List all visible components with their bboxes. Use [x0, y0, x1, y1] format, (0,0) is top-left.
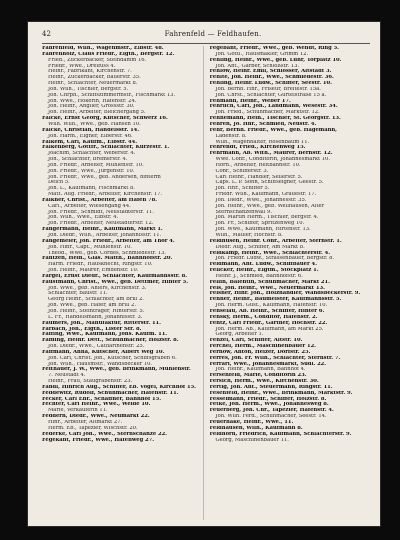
- directory-entry: Fantzen, Hein., Glas. Matth., Bahnhofstr. 20.: [42, 256, 173, 262]
- directory-entry: Fehrendt, Fried., Kirchenweg 15.: [209, 145, 306, 151]
- directory-entry: Diedr. Aug., Schiffer, Am Markt 8.: [215, 244, 305, 250]
- directory-entry: Faffing, Wwe., Kaufmann, Johs. Kaufm. 11.: [42, 332, 168, 338]
- directory-entry: Falcke, Ernst Georg, Kutscher, Schwerz 16.: [42, 116, 168, 122]
- directory-entry: Joh. Chrst., Schlachter, Gürtelstraße 15 a.: [215, 92, 327, 98]
- directory-entry: Heinr., Fabrikant, Kirchenstr. 7.: [48, 69, 132, 75]
- running-title: Fahrenfeld — Feldhaufen.: [164, 30, 262, 38]
- directory-entry: Joh. Friedr., Wwe., geb. Andersen, hinterm: [48, 174, 161, 180]
- directory-entry: Fehr, Bernh. Friedr., Wwe., geb. Hagemann,: [209, 127, 337, 133]
- directory-entry: Feldkamp, Heinr., Wwe., Schlachterstr. 4.: [209, 250, 331, 256]
- directory-entry: Fehling, Heinr., Wwe., geb. Lühr, Torplatz 10.: [209, 57, 342, 63]
- directory-entry: Conr., Schifferstr. 3.: [215, 168, 269, 174]
- directory-entry: Fargel, Ernst Diedr., Schlachter, Kaufmannsstr. 8.: [42, 273, 188, 279]
- directory-page: [28, 22, 380, 526]
- directory-entry: Fetke, Joh. Herm., Wwe., Johannesweg 8.: [209, 402, 329, 408]
- directory-entry: Feldhausen, Wilh., Kaufmann 8.: [209, 425, 303, 431]
- directory-entry: Sternschanzenwall 9.: [215, 209, 272, 215]
- directory-entry: Federke, Carl Joh., Wwe., Sternschanze 22.: [42, 431, 167, 437]
- directory-entry: Joh. Harm., Eigner, Elberstr. 46.: [48, 133, 133, 139]
- directory-entry: Fehmann, Heinr., Weber 17.: [209, 98, 291, 104]
- directory-entry: Joh. Wwe., geb. Ahlers, Kirchenstr. 3.: [48, 285, 147, 291]
- directory-entry: Fehrlich, Carl, Joh., Landmann, Wesestr. 34.: [209, 104, 338, 110]
- directory-entry: Marie, Verkäuferin 11.: [48, 408, 108, 414]
- directory-entry: Fechter, Carl Heinr., Wwe., Weide 10.: [42, 402, 151, 408]
- directory-entry: Joh. Bernh. Hnr., Friseur, Breitestr. 15a.: [215, 86, 321, 92]
- directory-entry: Faustmann, Christ., Wwe., geb. Dettmer, Hinter 5.: [42, 279, 189, 285]
- directory-entry: Joh. Wilh., Wwe., Elbstr. 4.: [48, 215, 119, 221]
- directory-entry: Joh. Wilh. Ferd., Schuhmacher, Seestr. 14.: [215, 414, 327, 420]
- directory-entry: Heinr., Frau, Staugrabenstr. 23.: [48, 379, 133, 385]
- directory-entry: Fellcker, Heinr., Eigtm., Stockplatz 1.: [209, 268, 319, 274]
- directory-entry: Joh. Ant., Garber, Schloßstr. 13.: [215, 63, 300, 69]
- directory-entry: Theod., Wwe., geb. Cordes, Schmiedestr. 13.: [48, 250, 167, 256]
- directory-entry: L. Fr., Handelsmann, Johannisstr. 3.: [48, 314, 143, 320]
- directory-entry: Falkner, Christ., Arbeiter, am Hafen 78.: [42, 197, 158, 203]
- directory-entry: Fegebant, Friedr., Wwe., geb. Wendt, Ring 5.: [209, 46, 339, 51]
- directory-entry: Farbach, Joh., Eigth., Lister Str. 8.: [42, 326, 142, 332]
- directory-entry: Fehnemann, Hein., Tischler, St. Georgstr. 13.: [209, 116, 341, 122]
- directory-entry: Georg Heinr., Schlachter, am Brill 2.: [48, 297, 144, 303]
- directory-entry: Joh. Heinr., Arbeiter, Bleichergang 5.: [48, 110, 146, 116]
- directory-entry: Horn., Arbeiter, Reitbahnstr. 10.: [215, 162, 301, 168]
- directory-entry: Fecker, Carl Ehr., Schaffner, Bahnhof 15.: [42, 396, 162, 402]
- directory-entry: Joh. Fr., Schiffer, Spritzenweg 10.: [215, 221, 305, 227]
- directory-entry: Fenzel, Carl, Schiffer, Altstr. 10.: [209, 338, 303, 344]
- directory-entry: Feddewitz, Rudolf, Schuhmacher, Hafenstr. 11.: [42, 390, 179, 396]
- directory-entry: Wilh., Mauler, Hochstr. 8.: [215, 233, 283, 238]
- directory-entry: Joh. Hinr., Capt., Mühlenstr. 10.: [48, 244, 132, 250]
- directory-entry: Joachim, Schlachter, Weberstr. 4.: [48, 151, 136, 157]
- directory-entry: Joh. Friedr., Arbeiter, Mühlenstr. 10.: [48, 162, 144, 168]
- directory-entry: Fandl, Hinrich Aug., Schiffer, Eb. Vogel, Kirchhof 15.: [42, 384, 196, 390]
- directory-entry: Fernow, Anton, Heizer, Dorfstr. 25.: [209, 349, 311, 355]
- directory-entry: Heinr., Zuckerbäcker, Bauerstr. 35.: [48, 75, 141, 81]
- directory-entry: Carl., Arbeiter, Wiesengang 44.: [48, 203, 131, 209]
- directory-entry: Schlachter, Baustr. 11.: [48, 291, 108, 297]
- directory-entry: Ferres, Joh. Fr. Wilh., Schlachter, Sternstr. 7.: [209, 355, 341, 361]
- directory-entry: Faumers, Joh., Manufaktur, Ritterstr. 11.: [42, 320, 161, 326]
- directory-entry: Feuerberg, Joh. Chr., Tapezier, Hafenstr. 4.: [209, 408, 334, 414]
- directory-entry: Wwe. Conr., Conditorin, Johannesmarkt 10.: [215, 157, 330, 163]
- page-header: [42, 30, 370, 42]
- directory-entry: Joh. Wwe., Hökerin, Hafenstr. 24.: [48, 98, 137, 104]
- directory-entry: Fehren, Jo. Hnr., Schmied, Neustr. 4.: [209, 121, 317, 127]
- directory-entry: 7. Neustadt 4.: [48, 373, 86, 379]
- directory-entry: Ferchel, Herm., Maschinenbauer 12.: [209, 344, 316, 350]
- directory-entry: Fehlow, Heinr. Emil, Schlosser, Altstadt 3.: [209, 69, 332, 75]
- directory-entry: Joh. Diedr., Wwe., Catharinenstr. 25.: [48, 344, 145, 350]
- directory-entry: Joh. Heinr., Kaufmann, Bahnhof 4.: [215, 367, 306, 373]
- directory-entry: Fehrmann, Ab. With., Maurer, Bernstr. 12.: [209, 151, 333, 157]
- directory-entry: Wilh., Wagenhalter, Rosenbaum 11.: [215, 139, 310, 145]
- directory-entry: Joh. Diedr., Wwe., Johannesstr. 35.: [215, 197, 307, 203]
- directory-entry: Matt. Aug. Friedr., Arbeiter, Kirchenstr. 17.: [48, 192, 163, 198]
- directory-entry: Faffling, Heinr. Dett., Schuhmacher, Holzstr. 8.: [42, 338, 179, 344]
- directory-entry: Joh. Wwe., geb. Hafer, am Brill 2.: [48, 303, 136, 309]
- directory-entry: Carl Heinr., Händler, Seilerstr. 5.: [215, 174, 303, 180]
- directory-entry: Friedr., Wwe., Dreifuss 4.: [48, 63, 116, 69]
- directory-entry: Fensky, Herm., Conditor, Hafenstr. 2.: [209, 314, 318, 320]
- directory-entry: Feldhusen, Heinr. Conr., Arbeiter, Sternstr. 1.: [209, 238, 342, 244]
- directory-entry: Faffmann, Anna, Kutscher, Albert Weg 10.: [42, 349, 165, 355]
- directory-entry: Joh. Friedr., Wwe., Jürgenstr. 10.: [48, 168, 135, 174]
- directory-entry: Fangermann, Heinr., Kaufmann, Markt 1.: [42, 227, 163, 233]
- directory-entry: Fangemeier, Joh. Friedr., Arbeiter, am Thor 4.: [42, 238, 175, 244]
- directory-entry: Joh. Carl, Christ. Joh., Kutscher, Schiffsgraben 6.: [48, 355, 177, 361]
- directory-entry: Feldmann, Ant. Ludw., Schiffbauer 4.: [209, 262, 317, 268]
- directory-entry: Joh. Heinr., Steinträger, Hinterstr. 5.: [48, 308, 145, 314]
- directory-entry: Falkenberg, Gottfr., Schlachter, Kurzestr. 1.: [42, 145, 170, 151]
- directory-entry: Georg, Maschinenbauer 11.: [215, 437, 289, 443]
- directory-entry: Joh. Friedr. Ludw., Strassenbauer, Bergstr. 8.: [215, 256, 335, 262]
- directory-entry: Fahrenholz, Claus Friedr., Eigth., Bergstr. 12.: [42, 51, 175, 57]
- directory-entry: Fehlte, Joh. Heinr., Wwe., Schmiedestr. 36.: [209, 75, 334, 81]
- directory-entry: Feithauer, J. W., Wwe., geb. Brinkmann, Mühlenstr.: [42, 367, 191, 373]
- directory-entry: Feddern, Diedr., Wwe., Neumarkt 22.: [42, 414, 150, 420]
- directory-entry: Fegekant, Friedr., Wwe., Hafenweg 27.: [42, 437, 155, 443]
- directory-entry: Falcke, Christian, Handelsstr. 14.: [42, 127, 140, 133]
- directory-entry: Georg, Arbeiter 1.: [215, 332, 264, 338]
- directory-entry: Joh. Wwe., Kaufmann, Hirtenstr. 13.: [215, 227, 311, 233]
- directory-entry: Joh. Herm. Gust., Kaufmann, Hafenstr. 10.: [215, 303, 328, 309]
- directory-entry: Joh. Heinr., Anglier, Grossstr. 30.: [48, 104, 135, 110]
- directory-entry: Joh. Heinr., Wwe., geb. Wellhausen, Alter: [215, 203, 325, 209]
- directory-entry: Falkem, Carl, Kaufm., Elbstr. 44.: [42, 139, 138, 145]
- directory-entry: Joh. L., Kaufmann, Fischmarkt 8.: [48, 186, 135, 192]
- directory-entry: Joh. Diedr., Wilh., Arbeiter, Johannisstr. 11.: [48, 233, 162, 238]
- right-column: [210, 46, 371, 520]
- directory-entry: Joh. Chrph., Schiffszimmermstr., Fischmarkt 13.: [48, 92, 176, 98]
- directory-entry: Fenselau, Ab. Heinr., Schiffer, Hinter 6.: [209, 308, 325, 314]
- directory-entry: Herm. Eb., Tapezier, Wischstr. 20.: [48, 425, 138, 431]
- directory-entry: Ladenstr. 8.: [215, 133, 247, 139]
- directory-entry: Joh. Heinr., Maurer, Emdenstr. 10.: [48, 268, 139, 274]
- directory-entry: Joh. Friedr., Schmidt, Neustädterstr. 11.: [48, 209, 154, 215]
- directory-entry: Fehling, Heinr. Ludw., Schiffer, Seestr. 10.: [209, 81, 332, 87]
- directory-entry: Friedr. Wilh., Kaufmann, Grauestr. 17.: [215, 192, 317, 198]
- directory-entry: Feuerhake, Heinr., Wwe., 11.: [209, 420, 294, 425]
- header-rule: [42, 43, 370, 44]
- directory-entry: Heinr., Schlachter, Neuermarkt 8.: [48, 81, 138, 87]
- directory-entry: Heinr. J., Schmied, Bahnhofstr. 6.: [215, 273, 303, 279]
- directory-entry: Joh. Herm. Ab., Kaufmann, am Markt 25.: [215, 326, 324, 332]
- directory-entry: Hinr., Arbeiter, Altmarkt 27.: [48, 420, 123, 425]
- page-number: 42: [42, 30, 51, 38]
- directory-entry: Fenner, Heinr., Baumeister, Kaufmannsstr. 5.: [209, 297, 342, 303]
- directory-entry: Fahrenfeld, Wilh., Wagenmstr., Elbstr. 48.: [42, 46, 164, 51]
- directory-entry: Joh. Friedr., Arbeiter, Neustädterstr. 12.: [48, 221, 154, 227]
- left-column: [42, 46, 204, 520]
- directory-entry: Ferrari, Wwe., Johannesmarkt, Südl. 22.: [209, 361, 327, 367]
- directory-entry: Fertig, Joh. Ant., Steuermann, Ringstr. 11.: [209, 384, 333, 390]
- directory-entry: Caps. L. P. Sohn, Schiffseigner, Geestr. 5.: [215, 180, 324, 186]
- directory-entry: Harm. Friedr., Hausknecht, Ringstr. 10.: [48, 262, 153, 268]
- directory-entry: Joh. Fried., Schuhmacher, Marktstr. 12.: [215, 110, 320, 116]
- directory-entry: Joh. Wilh., Tischler, Bergstr. 5.: [48, 86, 129, 92]
- directory-entry: Fels, Joh. Heinr., Wwe., Neuermarkt 13.: [209, 285, 325, 291]
- directory-entry: Fesenfeld, Heinr., Wwe., Brinkmann, Marktstr. 9.: [209, 390, 353, 396]
- directory-entry: Fersich, Herm., Wwe., Kirchenstr. 30.: [209, 379, 319, 385]
- directory-entry: Fentz, Carl Friedr., Gärtner, Hochstr. 22.: [209, 320, 328, 326]
- directory-entry: Felsner, Hinr. Joh., Holzhändler, Wandsbeckerstr. 9.: [209, 291, 361, 297]
- directory-entry: Feldhorn, Friedrich, Kaufmann, Schlachterstr. 9.: [209, 431, 352, 437]
- directory-entry: Wilh. Wilh., Wwe., geb. Hansen 10.: [48, 121, 141, 127]
- directory-entry: Fried., Zuckerbäcker, Steindamm 16.: [48, 57, 147, 63]
- directory-entry: Joh. Wilh., Hausmstr., Wandsbecker 10.: [48, 361, 153, 367]
- directory-entry: Joh., Schlachter, Bremerstr. 4.: [48, 157, 128, 163]
- entry-columns: [42, 46, 370, 520]
- directory-entry: Joh. Gottl., Hausmakler, Grimm 12.: [215, 51, 309, 57]
- directory-entry: Deich 5.: [48, 180, 70, 186]
- directory-entry: Joh. Martin Herm., Tischler, Bergstr. 4.: [215, 215, 319, 221]
- directory-entry: Joh. Hnr., Schiffer 5.: [215, 186, 270, 192]
- directory-entry: Fersenfeld, Marie, Conditorin 23.: [209, 373, 307, 379]
- directory-entry: Fellin, Balentin, Schuhmacher, Markt 21.: [209, 279, 330, 285]
- directory-entry: Fesselmann, Friedr., Schiffer, Holzstr. 8.: [209, 396, 327, 402]
